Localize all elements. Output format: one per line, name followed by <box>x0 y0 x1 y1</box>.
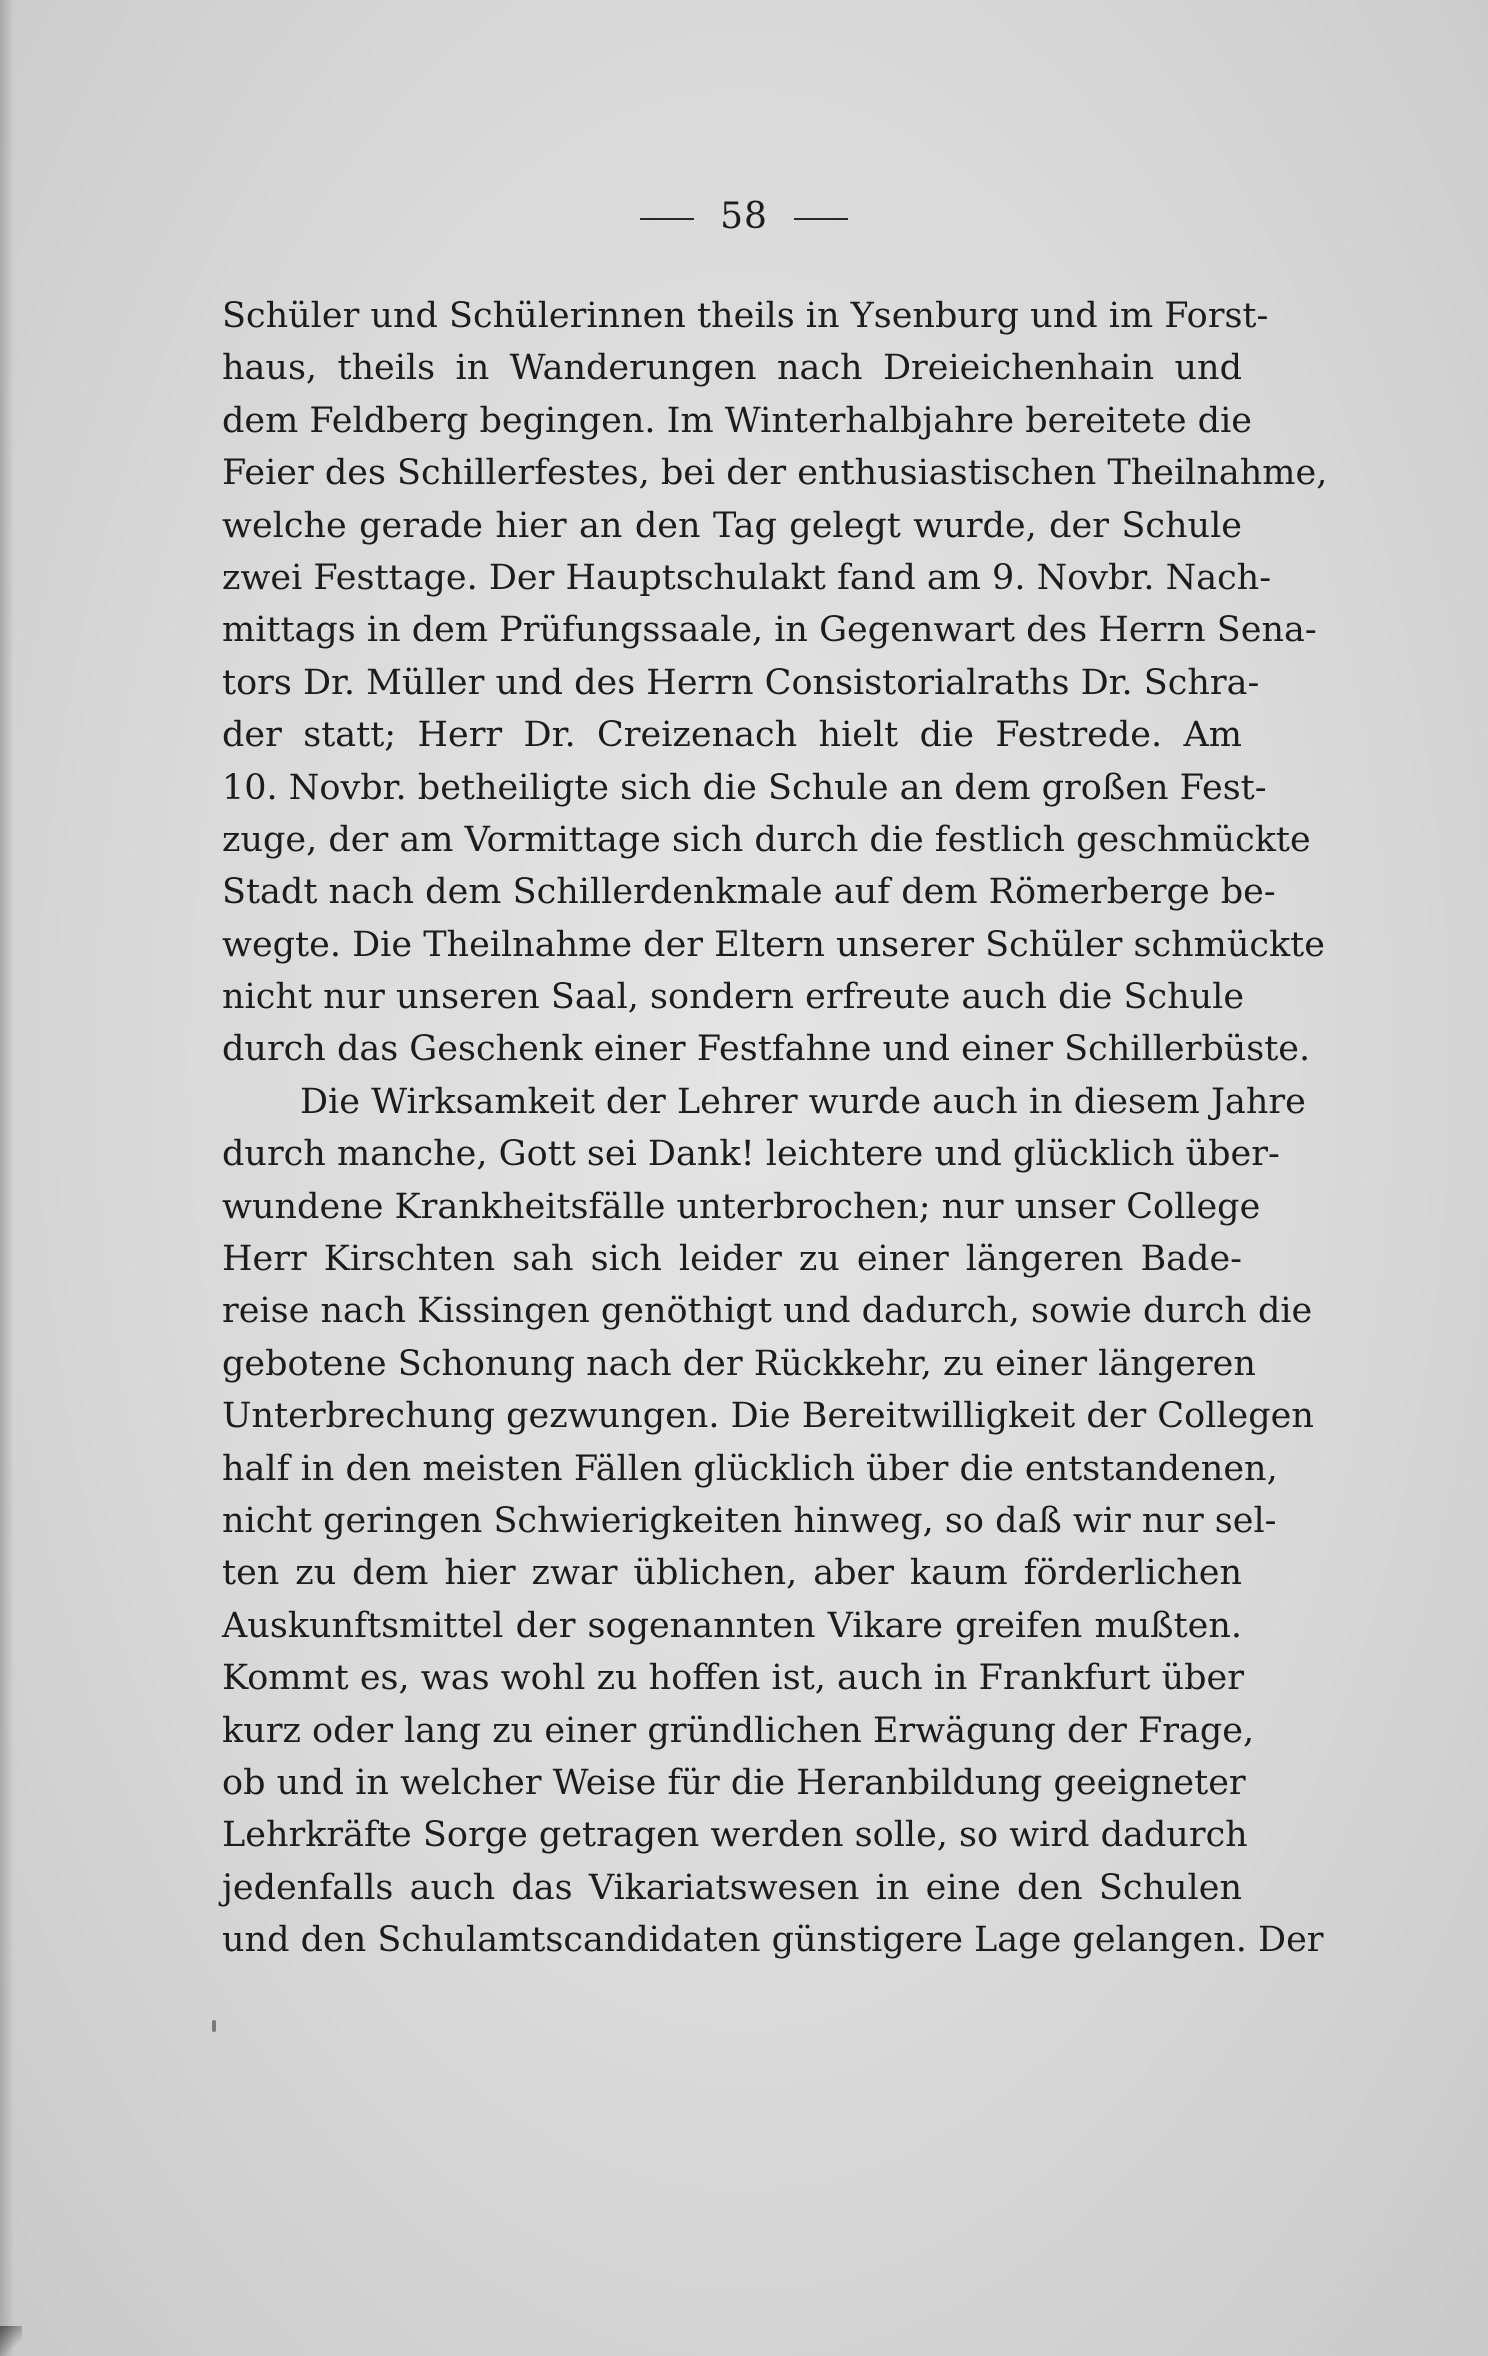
paper-speck <box>212 2020 216 2032</box>
text-line: Kommt es, was wohl zu hoffen ist, auch in Frankfurt über <box>222 1658 1244 1699</box>
page-header <box>0 196 1488 237</box>
text-line: durch das Geschenk einer Festfahne und einer Schillerbüste. <box>222 1029 1311 1070</box>
text-line: half in den meisten Fällen glücklich über die entstandenen, <box>222 1448 1278 1489</box>
scan-edge-shadow <box>0 0 14 2356</box>
text-line: gebotene Schonung nach der Rückkehr, zu einer längeren <box>222 1343 1256 1384</box>
text-line: 10. Novbr. betheiligte sich die Schule an dem großen Fest- <box>222 767 1267 808</box>
header-rule-left <box>640 218 694 220</box>
text-line: mittags in dem Prüfungssaale, in Gegenwart des Herrn Sena- <box>222 610 1317 651</box>
text-line: Die Wirksamkeit der Lehrer wurde auch in diesem Jahre <box>300 1081 1306 1122</box>
text-line: zwei Festtage. Der Hauptschulakt fand am 9. Novbr. Nach- <box>222 557 1272 598</box>
page-corner-shadow <box>0 2326 22 2356</box>
text-line: reise nach Kissingen genöthigt und dadurch, sowie durch die <box>222 1291 1313 1332</box>
text-line: haus, theils in Wanderungen nach Dreieichenhain und <box>222 348 1242 389</box>
text-line: dem Feldberg begingen. Im Winterhalbjahre bereitete die <box>222 400 1252 441</box>
text-line: Auskunftsmittel der sogenannten Vikare greifen mußten. <box>222 1605 1242 1646</box>
paragraph-2 <box>222 1076 1324 1967</box>
paragraph-1 <box>222 290 1328 1076</box>
text-line: durch manche, Gott sei Dank! leichtere und glücklich über- <box>222 1134 1280 1175</box>
text-line: welche gerade hier an den Tag gelegt wurde, der Schule <box>222 505 1242 546</box>
text-line: nicht nur unseren Saal, sondern erfreute auch die Schule <box>222 977 1245 1018</box>
text-line: Lehrkräfte Sorge getragen werden solle, so wird dadurch <box>222 1815 1248 1856</box>
page-number: 58 <box>720 196 768 237</box>
text-line: Stadt nach dem Schillerdenkmale auf dem Römerberge be- <box>222 872 1276 913</box>
body-text <box>222 290 1328 1967</box>
text-line: Herr Kirschten sah sich leider zu einer längeren Bade- <box>222 1239 1242 1280</box>
header-rule-right <box>794 218 848 220</box>
text-line: Schüler und Schülerinnen theils in Ysenburg und im Forst- <box>222 296 1269 336</box>
text-line: Unterbrechung gezwungen. Die Bereitwilligkeit der Collegen <box>222 1396 1314 1437</box>
text-line: zuge, der am Vormittage sich durch die festlich geschmückte <box>222 819 1311 860</box>
text-line: Feier des Schillerfestes, bei der enthusiastischen Theilnahme, <box>222 453 1328 494</box>
text-line: jedenfalls auch das Vikariatswesen in eine den Schulen <box>222 1867 1242 1908</box>
text-line: ten zu dem hier zwar üblichen, aber kaum förderlichen <box>222 1553 1242 1594</box>
text-line: kurz oder lang zu einer gründlichen Erwägung der Frage, <box>222 1710 1255 1751</box>
text-line: und den Schulamtscandidaten günstigere Lage gelangen. Der <box>222 1920 1324 1961</box>
text-line: nicht geringen Schwierigkeiten hinweg, so daß wir nur sel- <box>222 1500 1277 1541</box>
text-line: wegte. Die Theilnahme der Eltern unserer Schüler schmückte <box>222 924 1325 965</box>
text-line: ob und in welcher Weise für die Heranbildung geeigneter <box>222 1762 1246 1803</box>
text-line: wundene Krankheitsfälle unterbrochen; nur unser College <box>222 1186 1261 1227</box>
text-line: tors Dr. Müller und des Herrn Consistorialraths Dr. Schra- <box>222 662 1260 703</box>
text-line: der statt; Herr Dr. Creizenach hielt die Festrede. Am <box>222 715 1242 756</box>
